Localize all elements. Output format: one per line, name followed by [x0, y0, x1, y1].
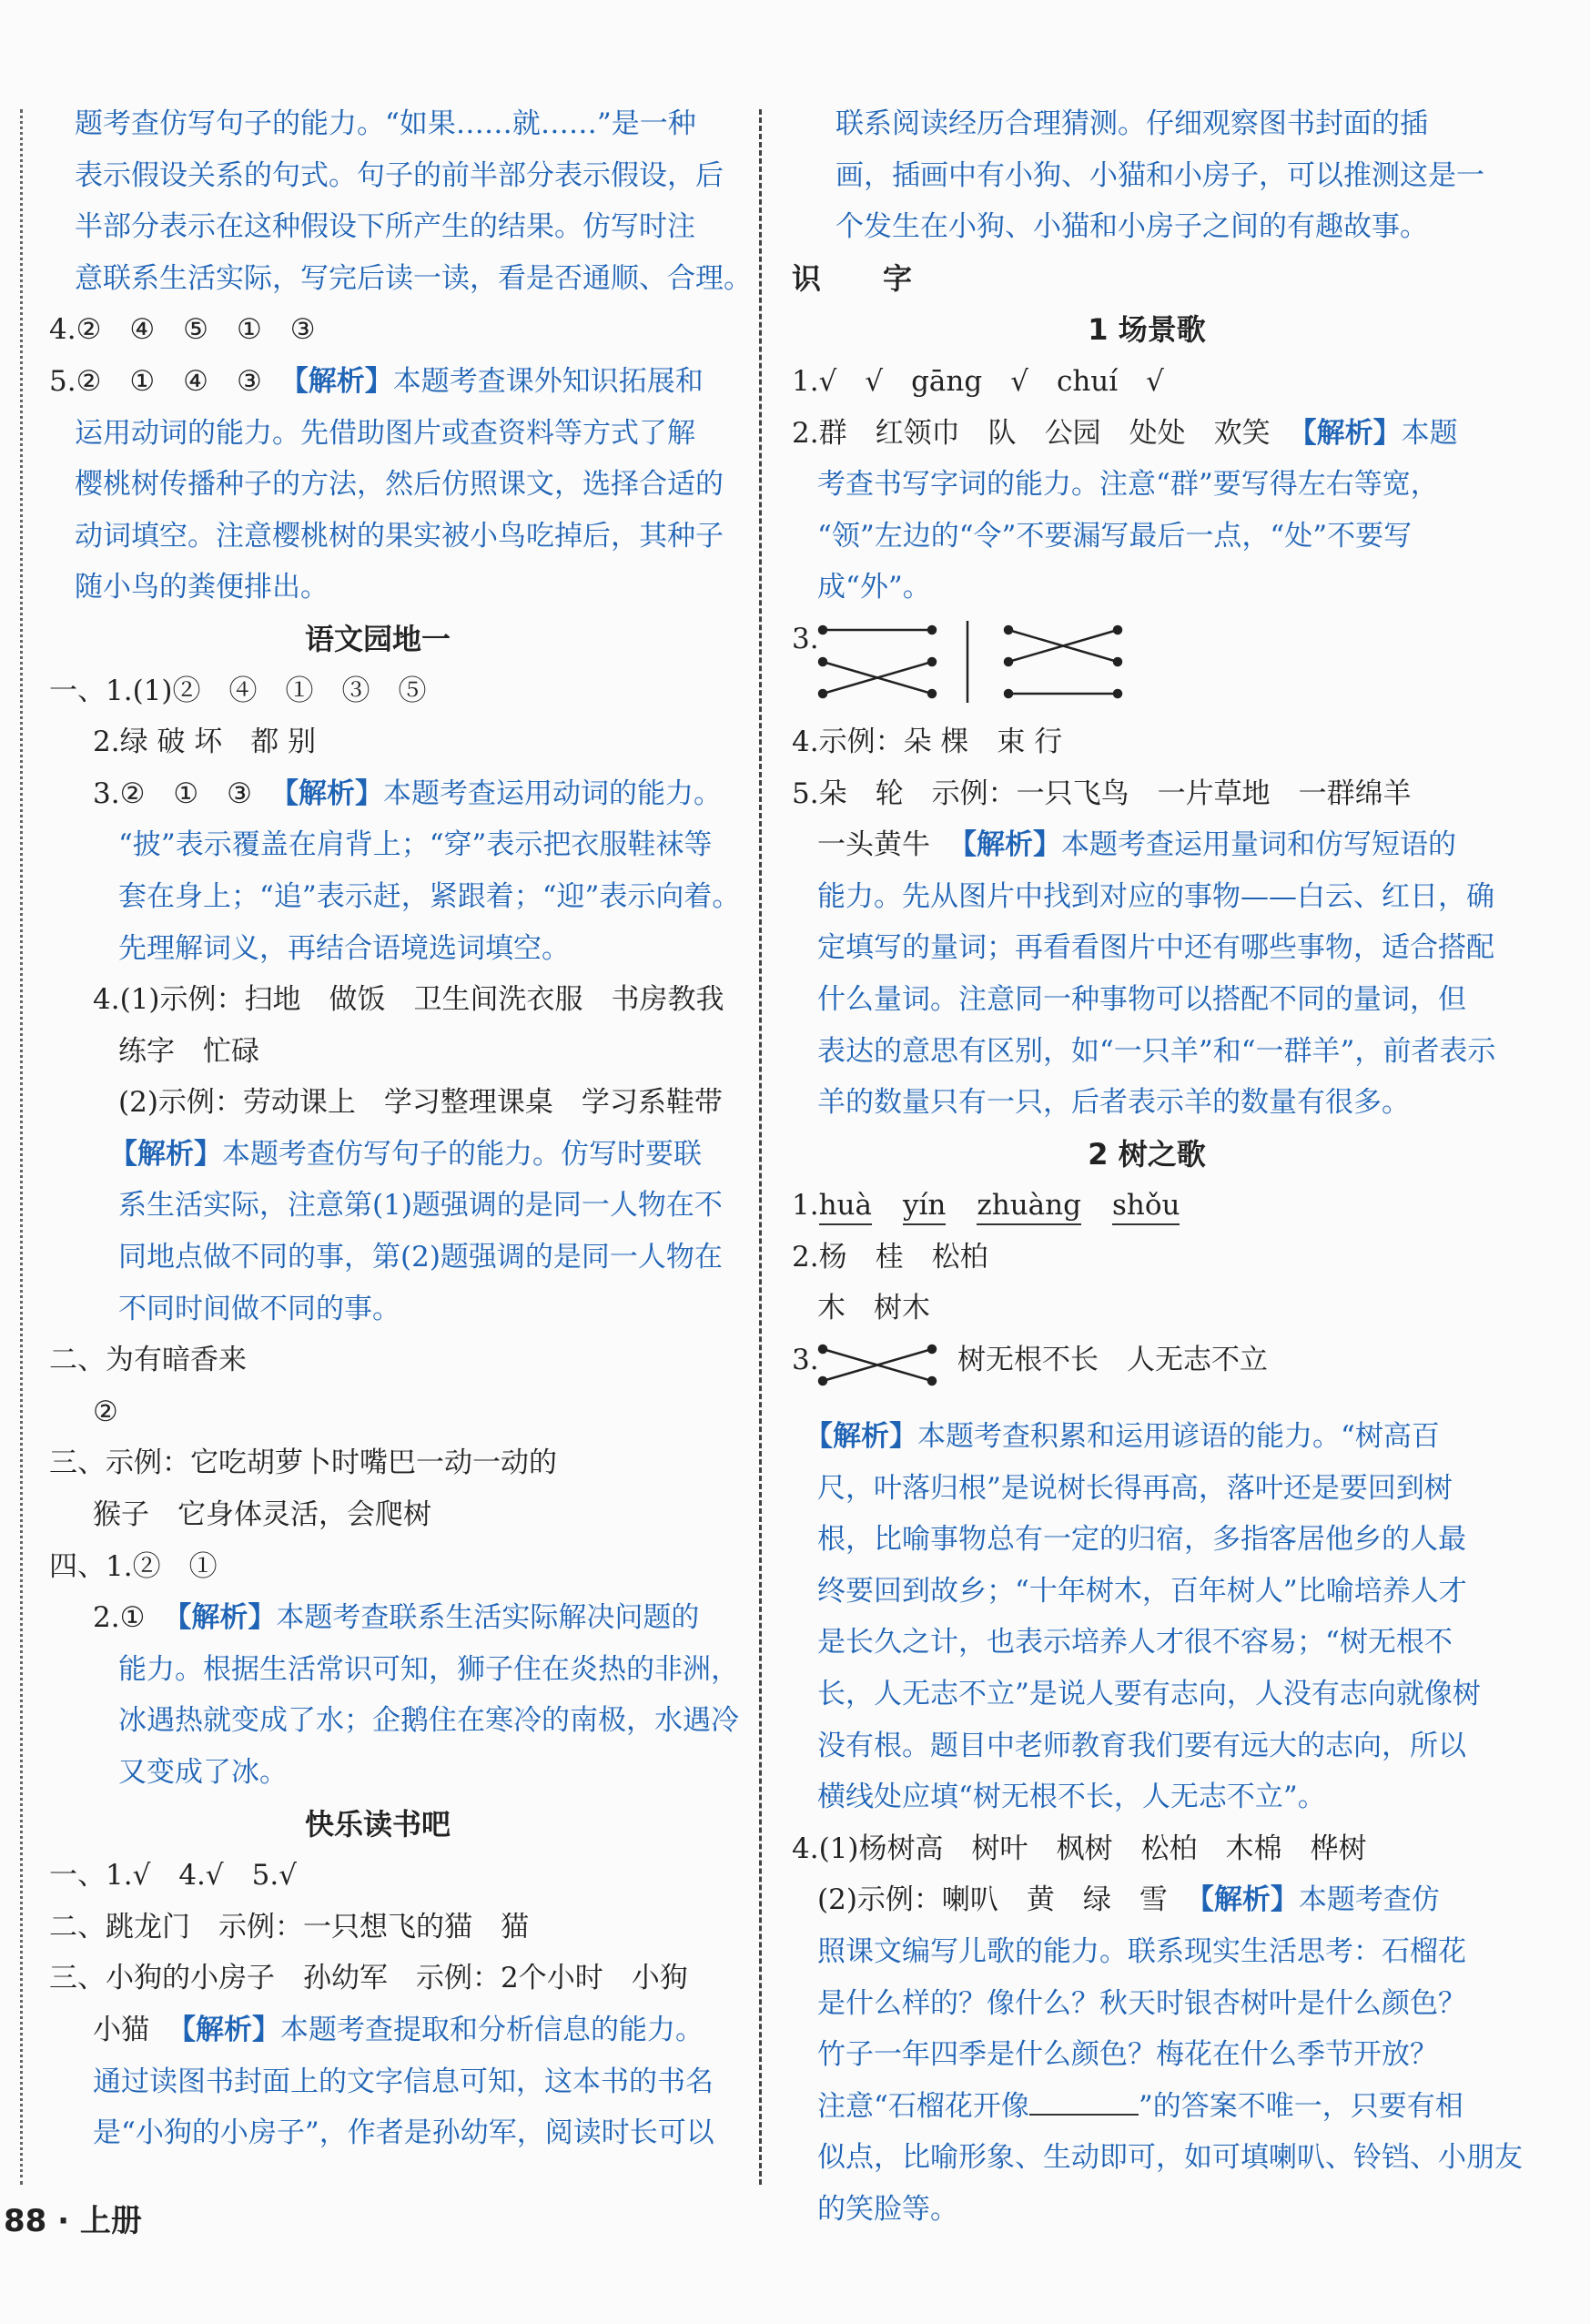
intro-line: 半部分表示在这种假设下所产生的结果。仿写时注: [75, 210, 695, 244]
analysis-tag: 【解析】: [109, 1137, 222, 1171]
analysis-tag: 【解析】: [1288, 416, 1402, 450]
answer-5: [18, 356, 737, 408]
analysis-tag: 【解析】: [948, 828, 1061, 862]
analysis-line: 是“小狗的小房子”，作者是孙幼军，阅读时长可以: [93, 2116, 714, 2150]
left-column: [18, 98, 752, 2159]
analysis-line: 动词填空。注意樱桃树的果实被小鸟吃掉后，其种子: [75, 519, 724, 553]
intro-line: 意联系生活实际，写完后读一读，看是否通顺、合理。: [75, 261, 752, 295]
analysis-line: “披”表示覆盖在肩背上；“穿”表示把衣服鞋袜等: [118, 828, 713, 862]
analysis-line: 没有根。题目中老师教育我们要有远大的志向，所以: [817, 1729, 1466, 1762]
analysis-text: 注意“石榴花开像: [817, 2089, 1029, 2123]
intro-line: 表示假设关系的句式。句子的前半部分表示假设，后: [75, 158, 724, 192]
analysis-text: 本题考查积累和运用谚语的能力。“树高百: [917, 1420, 1440, 1454]
answer-4: 4.② ④ ⑤ ① ③: [49, 313, 316, 347]
analysis-line: 表达的意思有区别，如“一只羊”和“一群羊”，前者表示: [817, 1034, 1496, 1068]
l2-answer-3-text: 树无根不长 人无志不立: [957, 1344, 1268, 1377]
l2-answer-1-label: 1.: [792, 1189, 819, 1223]
cont-line: 联系阅读经历合理猜测。仔细观察图书封面的插: [836, 107, 1428, 140]
analysis-line: 似点，比喻形象、生动即可，如可填喇叭、铃铛、小朋友: [817, 2141, 1523, 2175]
column-separator: [759, 109, 762, 2185]
l2-answer-1: [792, 1180, 1502, 1232]
matching-diagram-2: [817, 1340, 945, 1404]
analysis-line: 运用动词的能力。先借助图片或查资料等方式了解: [75, 416, 695, 450]
l1-answer-3: [792, 614, 1502, 716]
analysis-line: 套在身上；“追”表示赶，紧跟着；“迎”表示向着。: [118, 879, 741, 913]
right-column: [792, 98, 1523, 2236]
analysis-line: 不同时间做不同的事。: [118, 1292, 400, 1325]
analysis-line: 尺，叶落归根”是说树长得再高，落叶还是要回到树: [817, 1471, 1453, 1505]
cont-line: 个发生在小狗、小猫和小房子之间的有趣故事。: [836, 210, 1428, 244]
analysis-line: 定填写的量词；再看看图片中还有哪些事物，适合搭配: [817, 931, 1494, 965]
r-answer-2: 二、跳龙门 示例：一只想飞的猫 猫: [49, 1910, 529, 1943]
analysis-text: 本题考查运用量词和仿写短语的: [1061, 828, 1456, 862]
analysis-line: 横线处应填“树无根不长，人无志不立”。: [817, 1781, 1326, 1814]
analysis-text: 本题考查仿: [1298, 1883, 1440, 1917]
s4-answer-2-head: 2.①: [93, 1601, 146, 1635]
l2-answer-4a: 4.(1)杨树高 树叶 枫树 松柏 木棉 桦树: [792, 1832, 1367, 1865]
answer-5-head: 5.② ① ④ ③: [49, 364, 262, 398]
lesson-title-1: 1 场景歌: [1088, 312, 1206, 348]
r-answer-3: 三、小狗的小房子 孙幼军 示例：2个小时 小狗: [49, 1962, 688, 1995]
lesson-title-2: 2 树之歌: [1088, 1136, 1206, 1172]
l1-answer-2: [792, 408, 1502, 460]
analysis-tag: 【解析】: [167, 2013, 280, 2046]
analysis-line: 是长久之计，也表示培养人才很不容易；“树无根不: [817, 1626, 1453, 1659]
l1-answer-1: 1.√ √ gāng √ chuí √: [792, 364, 1164, 398]
s1-answer-4a: 4.(1)示例：扫地 做饭 卫生间洗衣服 书房教我: [93, 983, 724, 1017]
analysis-line: 能力。先从图片中找到对应的事物——白云、红日，确: [817, 879, 1494, 913]
analysis-text: 本题考查课外知识拓展和: [392, 364, 704, 398]
s1-answer-4-analysis: [18, 1129, 737, 1181]
analysis-text: 本题: [1401, 416, 1458, 450]
analysis-line: 是什么样的？像什么？秋天时银杏树叶是什么颜色？: [817, 1986, 1466, 2020]
s1-answer-2: 2.绿 破 坏 都 别: [93, 726, 317, 759]
analysis-text: 本题考查联系生活实际解决问题的: [276, 1601, 700, 1635]
s1-answer-3: [18, 768, 737, 820]
l1-answer-5b-head: 一头黄牛: [817, 828, 930, 862]
s4-answer-2: [18, 1592, 737, 1644]
analysis-tag: 【解析】: [279, 364, 393, 398]
l2-answer-4b-head: (2)示例：喇叭 黄 绿 雪: [817, 1883, 1168, 1917]
pinyin-item: yín: [903, 1187, 946, 1225]
analysis-tag: 【解析】: [805, 1420, 917, 1454]
pinyin-item: shǒu: [1112, 1187, 1180, 1225]
matching-diagram-1: [817, 621, 1145, 712]
l1-answer-4: 4.示例：朵 棵 束 行: [792, 725, 1063, 758]
analysis-line: 羊的数量只有一只，后者表示羊的数量有很多。: [817, 1086, 1410, 1120]
analysis-line: 能力。根据生活常识可知，狮子住在炎热的非洲，: [118, 1652, 739, 1686]
analysis-line-blank: [792, 2081, 1502, 2133]
page-footer: 88 · 上册: [4, 2203, 142, 2239]
s3-answer-b: 猴子 它身体灵活，会爬树: [93, 1498, 431, 1532]
s2-answer: 二、为有暗香来: [49, 1344, 247, 1377]
s4-answer-1: 四、1.② ①: [49, 1549, 218, 1583]
r-answer-3b: [18, 2004, 737, 2056]
analysis-tag: 【解析】: [1185, 1883, 1299, 1917]
analysis-text: 本题考查仿写句子的能力。仿写时要联: [222, 1137, 702, 1171]
l2-answer-2b: 木 树木: [817, 1292, 930, 1325]
analysis-line: 照课文编写儿歌的能力。联系现实生活思考：石榴花: [817, 1935, 1466, 1968]
section-title-reading: 快乐读书吧: [304, 1806, 451, 1842]
analysis-text: ”的答案不唯一，只要有相: [1138, 2089, 1463, 2123]
analysis-line: 的笑脸等。: [817, 2192, 958, 2226]
analysis-line: 考查书写字词的能力。注意“群”要写得左右等宽，: [817, 468, 1439, 502]
l2-answer-4b: [792, 1874, 1502, 1926]
section-title-yuwen: 语文园地一: [304, 621, 451, 656]
analysis-line: 通过读图书封面上的文字信息可知，这本书的书名: [93, 2065, 714, 2098]
analysis-text: 本题考查运用动词的能力。: [382, 776, 722, 810]
s1-answer-1: 一、1.(1)② ④ ① ③ ⑤: [49, 674, 427, 707]
analysis-line: 长，人无志不立”是说人要有志向，人没有志向就像树: [817, 1678, 1481, 1711]
analysis-line: 先理解词义，再结合语境选词填空。: [118, 931, 570, 965]
analysis-line: 什么量词。注意同一种事物可以搭配不同的量词，但: [817, 982, 1466, 1016]
analysis-line: 成“外”。: [817, 571, 931, 604]
analysis-line: 又变成了冰。: [118, 1756, 288, 1789]
pinyin-item: huà: [819, 1187, 872, 1225]
analysis-line: “领”左边的“令”不要漏写最后一点，“处”不要写: [817, 519, 1413, 553]
analysis-text: 本题考查提取和分析信息的能力。: [280, 2013, 704, 2046]
l1-answer-3-label: 3.: [792, 622, 819, 655]
analysis-line: 竹子一年四季是什么颜色？梅花在什么季节开放？: [817, 2038, 1438, 2072]
l1-answer-5b: [792, 819, 1502, 871]
l2-answer-2: 2.杨 桂 松柏: [792, 1240, 988, 1274]
l2-answer-3-analysis: [792, 1411, 1502, 1463]
r-answer-1: 一、1.√ 4.√ 5.√: [49, 1859, 297, 1893]
cont-line: 画，插画中有小狗、小猫和小房子，可以推测这是一: [836, 158, 1484, 192]
section-title-shizi: 识 字: [792, 260, 929, 296]
s2-answer-b: ②: [93, 1395, 118, 1428]
analysis-line: 同地点做不同的事，第(2)题强调的是同一人物在: [118, 1241, 723, 1274]
intro-line: 题考查仿写句子的能力。“如果……就……”是一种: [75, 107, 696, 140]
s3-answer: 三、示例：它吃胡萝卜时嘴巴一动一动的: [49, 1446, 557, 1480]
pinyin-item: zhuàng: [977, 1187, 1081, 1225]
s1-answer-4b: (2)示例：劳动课上 学习整理课桌 学习系鞋带: [118, 1086, 723, 1120]
analysis-line: 终要回到故乡；“十年树木，百年树人”比喻培养人才: [817, 1574, 1467, 1608]
analysis-tag: 【解析】: [163, 1601, 277, 1635]
analysis-line: 樱桃树传播种子的方法，然后仿照课文，选择合适的: [75, 468, 724, 502]
s1-answer-4a-cont: 练字 忙碌: [118, 1034, 259, 1068]
analysis-line: 系生活实际，注意第(1)题强调的是同一人物在不: [118, 1189, 723, 1223]
analysis-tag: 【解析】: [269, 776, 383, 810]
l1-answer-2-head: 2.群 红领巾 队 公园 处处 欢笑: [792, 416, 1271, 450]
fill-blank: [1029, 2086, 1139, 2116]
l2-answer-3-label: 3.: [792, 1344, 819, 1377]
analysis-line: 冰遇热就变成了水；企鹅住在寒冷的南极，水遇冷: [118, 1704, 739, 1738]
r-answer-3b-head: 小猫: [93, 2013, 149, 2046]
l2-answer-3: [792, 1335, 1502, 1411]
s1-answer-3-head: 3.② ① ③: [93, 776, 252, 810]
analysis-line: 根，比喻事物总有一定的归宿，多指客居他乡的人最: [817, 1523, 1466, 1557]
l1-answer-5: 5.朵 轮 示例：一只飞鸟 一片草地 一群绵羊: [792, 776, 1412, 810]
analysis-line: 随小鸟的粪便排出。: [75, 571, 329, 604]
